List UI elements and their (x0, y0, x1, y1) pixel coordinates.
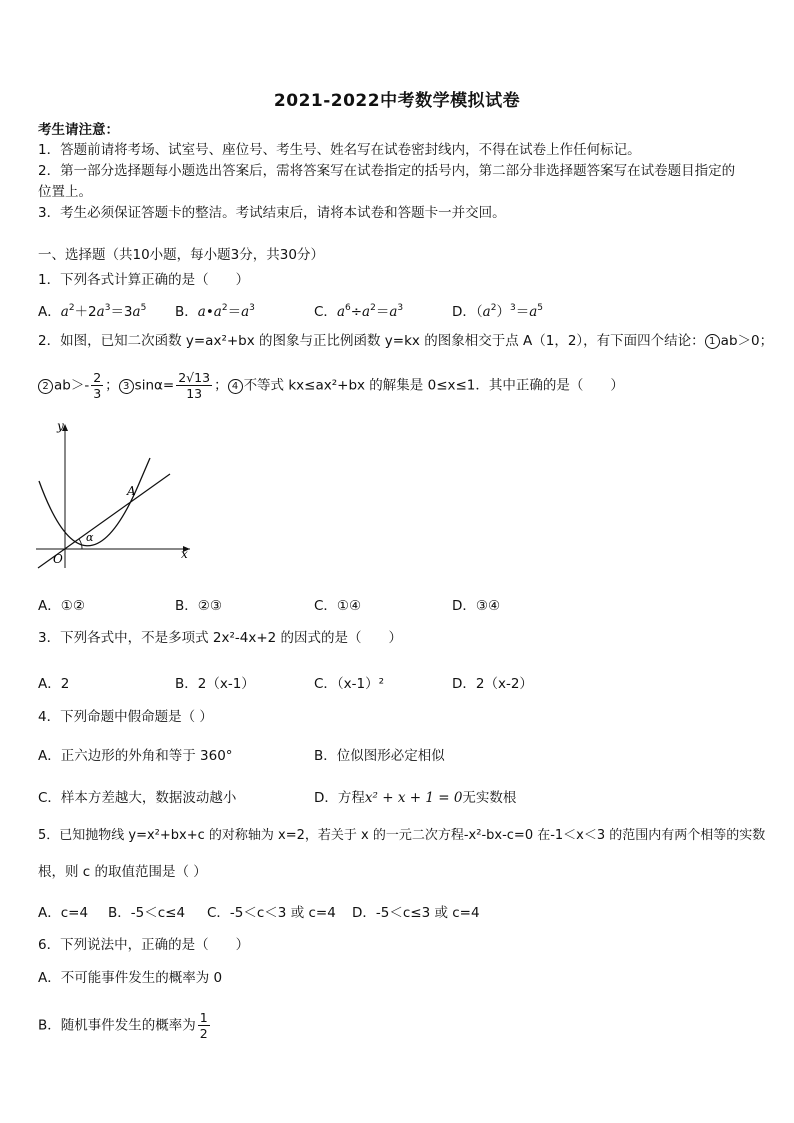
question-1-option-b: B．$a•a^2=a^3$ (175, 303, 255, 320)
parabola-curve (39, 458, 150, 546)
question-4-stem: 4．下列命题中假命题是（ ） (38, 709, 213, 725)
fraction-denominator: 3 (93, 386, 102, 401)
question-2-option-a: A．①② (38, 598, 85, 614)
question-5-option-c: C．-5＜c＜3 或 c=4 (207, 905, 336, 921)
question-1-option-a: A．$a^2+2a^3=3a^5$ (38, 303, 147, 320)
question-3-stem: 3．下列各式中，不是多项式 2x²-4x+2 的因式的是（ ） (38, 630, 403, 646)
notice-item-3: 3．考生必须保证答题卡的整洁。考试结束后，请将本试卷和答题卡一并交回。 (38, 205, 506, 221)
question-5-stem: 5．已知抛物线 y=x²+bx+c 的对称轴为 x=2，若关于 x 的一元二次方程-x²-bx-c=0 在-1＜x＜3 的范围内有两个相等的实数 (38, 828, 766, 843)
fraction-sin (176, 370, 212, 401)
question-5-stem-cont: 根，则 c 的取值范围是（ ） (38, 864, 207, 880)
equation: x² + x + 1 = 0 (364, 790, 463, 806)
question-1-option-c: C．$a^6\div a^2=a^3$ (314, 303, 404, 320)
y-axis-label: y (57, 419, 64, 433)
question-4-option-d (314, 786, 516, 806)
fraction-numerator: 2√13 (178, 370, 211, 385)
fraction-numerator: 2 (93, 370, 102, 385)
option-d-label: D．方程 (314, 790, 365, 806)
circled-3: 3 (119, 379, 134, 394)
option-d-suffix: 无实数根 (462, 790, 517, 806)
option-b-label: B．随机事件发生的概率为 (38, 1017, 196, 1034)
question-6-option-b (38, 1010, 212, 1041)
notice-item-1: 1．答题前请将考场、试室号、座位号、考生号、姓名写在试卷密封线内，不得在试卷上作任何标记。 (38, 142, 641, 158)
question-4-option-a: A．正六边形的外角和等于 360° (38, 748, 233, 764)
circled-2: 2 (38, 379, 53, 394)
notice-item-2: 2．第一部分选择题每小题选出答案后，需将答案写在试卷指定的括号内，第二部分非选择题答案写在试卷题目指定的 (38, 163, 736, 179)
question-4-option-b: B．位似图形必定相似 (314, 748, 445, 764)
question-2-conclusions: 2 ab＞- $\frac{2}{3}$ ； 3 sinα= $\frac{2√13}{13}$ ； 4 不等式 kx≤ax²+bx 的解集是 0≤x≤1．其中正确的是（ ） (38, 370, 624, 401)
point-a-label: A (127, 484, 136, 498)
option-b-label: B． (175, 304, 198, 320)
fraction-denominator: 13 (186, 386, 203, 401)
notice-heading: 考生请注意： (38, 122, 119, 138)
question-6-option-a: A．不可能事件发生的概率为 0 (38, 970, 223, 986)
question-4-option-c: C．样本方差越大，数据波动越小 (38, 790, 237, 806)
question-3-option-d: D．2（x-2） (452, 676, 533, 692)
question-3-option-c: C．（x-1）² (314, 676, 385, 692)
conclusion-2: ab＞- (54, 377, 90, 394)
page-title: 2021-2022中考数学模拟试卷 (273, 91, 521, 111)
question-2-option-c: C．①④ (314, 598, 362, 614)
circled-4: 4 (228, 379, 243, 394)
fraction-numerator: 1 (199, 1010, 208, 1025)
question-2-text: 2．如图，已知二次函数 y=ax²+bx 的图象与正比例函数 y=kx 的图象相交于点 A（1，2），有下面四个结论： (38, 333, 705, 349)
question-5-option-a: A．c=4 (38, 905, 89, 921)
question-5-option-d: D．-5＜c≤3 或 c=4 (352, 905, 480, 921)
conclusion-3: sinα= (134, 377, 175, 394)
circled-1: 1 (705, 334, 720, 349)
function-graph (30, 418, 200, 573)
fraction-denominator: 2 (199, 1026, 208, 1041)
question-5-option-b: B．-5＜c≤4 (108, 905, 186, 921)
question-3-option-b: B．2（x-1） (175, 676, 255, 692)
alpha-label: α (86, 531, 94, 544)
option-a-label: A． (38, 304, 61, 320)
question-3-option-a: A．2 (38, 676, 70, 692)
origin-label: O (53, 552, 63, 566)
section-heading: 一、选择题（共10小题，每小题3分，共30分） (38, 247, 324, 263)
option-d-label: D． (452, 304, 476, 320)
question-6-stem: 6．下列说法中，正确的是（ ） (38, 937, 250, 953)
question-2-option-b: B．②③ (175, 598, 222, 614)
option-c-label: C． (314, 304, 337, 320)
question-1-option-d: D．$(a^2)^3=a^5$ (452, 303, 543, 320)
conclusion-1: ab＞0； (720, 333, 774, 349)
conclusion-4: 不等式 kx≤ax²+bx 的解集是 0≤x≤1．其中正确的是（ ） (243, 377, 624, 394)
notice-item-2-cont: 位置上。 (38, 184, 92, 200)
fraction-one-half (198, 1010, 210, 1041)
question-1-stem: 1．下列各式计算正确的是（ ） (38, 272, 250, 288)
question-2-stem (38, 331, 773, 351)
fraction-two-thirds (91, 370, 103, 401)
x-axis-label: x (181, 547, 188, 561)
question-2-option-d: D．③④ (452, 598, 501, 614)
